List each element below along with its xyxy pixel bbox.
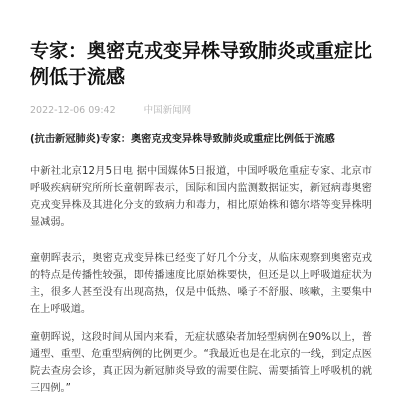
publish-date: 2022-12-06 09:42 [30,105,116,116]
article-lead: (抗击新冠肺炎)专家：奥密克戎变异株导致肺炎或重症比例低于流感 [30,134,335,145]
article-meta [30,104,370,118]
article-paragraph-3: 童朝晖说，这段时间从国内来看，无症状感染者加轻型病例在90%以上，普通型、重型、危重型病例的比例更少。“我最近也是在北京的一线，到定点医院去查房会诊，真正因为新冠肺炎导致的需要住院、需要插管上呼吸机的就三四例。” [30,332,372,394]
article-title: 专家：奥密克戎变异株导致肺炎或重症比例低于流感 [30,40,373,88]
article-paragraph-2: 童朝晖表示，奥密克戎变异株已经变了好几个分支，从临床观察到奥密克戎的特点是传播性较强，即传播速度比原始株要快，但还是以上呼吸道症状为主，很多人甚至没有出现高热，仅是中低热、嗓子不舒服、咳嗽，主要集中在上呼吸道。 [30,253,372,315]
article-source[interactable]: 中国新闻网 [143,105,192,116]
article-paragraph-1: 中新社北京12月5日电 据中国媒体5日报道，中国呼吸危重症专家、北京市呼吸疾病研究所所长童朝晖表示，国际和国内监测数据证实，新冠病毒奥密克戎变异株及其进化分支的致病力和毒力，相比原始株和德尔塔等变异株明显减弱。 [30,166,372,228]
